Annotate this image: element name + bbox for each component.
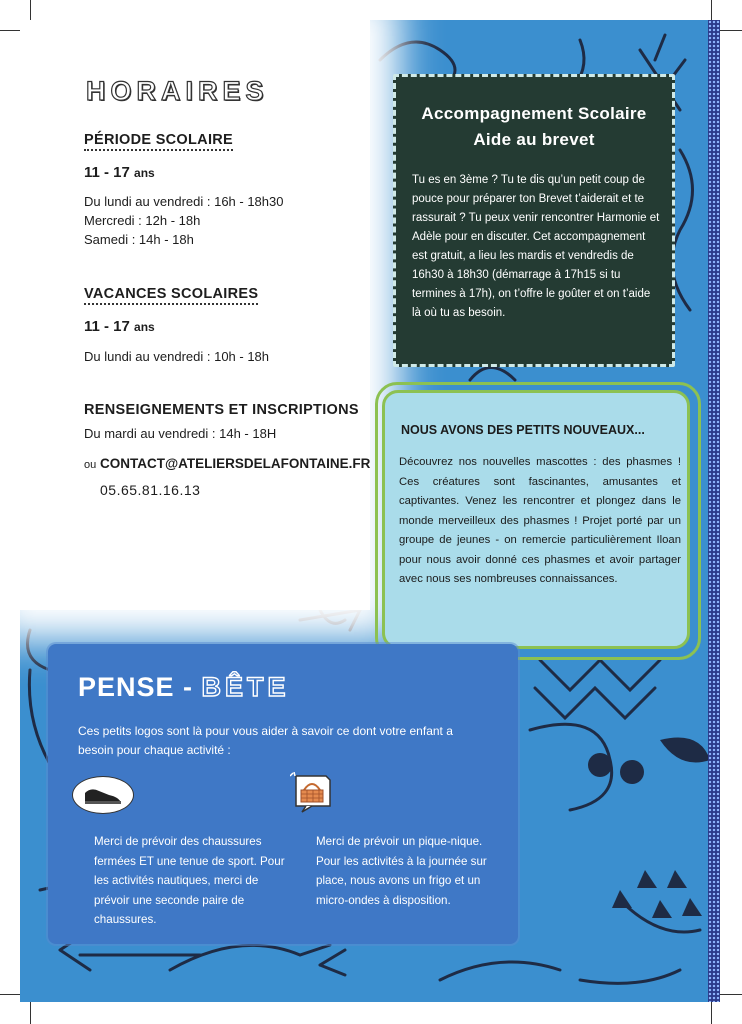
nouveaux-body: Découvrez nos nouvelles mascottes : des phasmes ! Ces créatures sont fascinantes, amusantes et captivantes. Venez les rencontrer et plongez dans le monde merveilleux des phasmes ! Projet porté par un groupe de jeunes - on remercie particulièrement Iloan pour nous avoir donné ces phasmes et avoir partager avec nous ses nombreuses connaissances. (399, 456, 681, 585)
nouveaux-panel (382, 390, 690, 649)
renseignements-heading: RENSEIGNEMENTS ET INSCRIPTIONS (84, 402, 359, 418)
shoes-text: Merci de prévoir des chaussures fermées ET une tenue de sport. Pour les activités nautiques, merci de prévoir une seconde paire de chaussures. (94, 835, 285, 926)
vacances-scolaires-heading: VACANCES SCOLAIRES (84, 286, 258, 305)
picnic-basket-icon (290, 772, 334, 814)
crop-mark (711, 1002, 712, 1024)
accompagnement-title-line2: Aide au brevet (473, 130, 595, 149)
pense-bete-title: PENSE - BÊTE (78, 672, 290, 702)
accompagnement-title (396, 101, 672, 153)
crop-mark (720, 994, 742, 995)
periode-line: Samedi : 14h - 18h (84, 232, 194, 247)
pense-bete-intro: Ces petits logos sont là pour vous aider à savoir ce dont votre enfant a besoin pour chaque activité : (78, 724, 453, 757)
crop-mark (711, 0, 712, 22)
contact-line: ou CONTACT@ATELIERSDELAFONTAINE.FR (84, 456, 371, 471)
crop-mark (0, 30, 22, 31)
vacances-age: 11 - 17 ans (84, 318, 155, 335)
periode-age: 11 - 17 ans (84, 164, 155, 181)
crop-mark (0, 994, 22, 995)
periode-scolaire-heading: PÉRIODE SCOLAIRE (84, 132, 233, 151)
crop-mark (30, 0, 31, 22)
crop-mark (30, 1002, 31, 1024)
crop-mark (720, 30, 742, 31)
nouveaux-title: NOUS AVONS DES PETITS NOUVEAUX... (401, 423, 645, 437)
dotted-edge-strip (708, 20, 720, 1002)
accompagnement-title-line1: Accompagnement Scolaire (421, 104, 647, 123)
vacances-line: Du lundi au vendredi : 10h - 18h (84, 349, 270, 364)
periode-line: Mercredi : 12h - 18h (84, 213, 201, 228)
shoe-icon (72, 776, 134, 814)
renseignements-hours: Du mardi au vendredi : 14h - 18H (84, 426, 277, 441)
flyer-page (20, 20, 720, 1002)
picnic-text: Merci de prévoir un pique-nique. Pour les activités à la journée sur place, nous avons un frigo et un micro-ondes à disposition. (316, 835, 487, 907)
periode-line: Du lundi au vendredi : 16h - 18h30 (84, 194, 284, 209)
accompagnement-body: Tu es en 3ème ? Tu te dis qu’un petit coup de pouce pour préparer ton Brevet t’aiderait et te rassurait ? Tu peux venir rencontrer Harmonie et Adèle pour en discuter. Cet accompagnement est gratuit, a lieu les mardis et vendredis de 16h30 à 18h30 (démarrage à 17h15 si tu termines à 17h), on t’offre le goûter et on t’aide là où tu as besoin. (412, 174, 660, 319)
horaires-panel (20, 20, 370, 610)
horaires-title: HORAIRES (86, 76, 269, 106)
accompagnement-chalkboard (393, 74, 675, 367)
contact-email-link[interactable]: CONTACT@ATELIERSDELAFONTAINE.FR (100, 456, 371, 471)
phone-number: 05.65.81.16.13 (100, 482, 201, 498)
